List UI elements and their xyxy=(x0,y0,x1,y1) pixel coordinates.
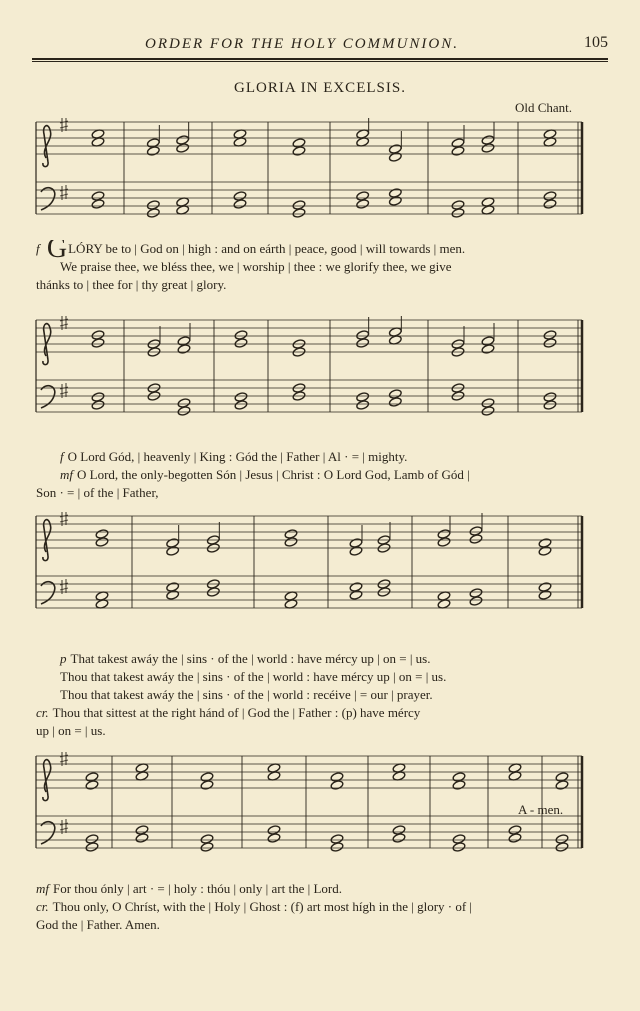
note-head xyxy=(543,338,557,349)
note-head xyxy=(177,406,191,417)
note-head xyxy=(481,406,495,417)
note-head xyxy=(452,780,466,791)
note-head xyxy=(330,780,344,791)
note-head xyxy=(176,143,190,154)
note-head xyxy=(392,833,406,844)
verse-block-4 xyxy=(36,880,588,934)
note-head xyxy=(147,146,161,157)
note-head xyxy=(538,590,552,601)
note-head xyxy=(177,344,191,355)
note-head xyxy=(469,596,483,607)
verse-line: LÓRY be to | God on | high : and on eárth | peace, good | will towards | men. xyxy=(68,241,466,256)
note-head xyxy=(356,338,370,349)
note-head xyxy=(166,590,180,601)
bass-clef-icon xyxy=(41,582,55,604)
verse-line: Thou that sittest at the right hánd of | God the | Father : (p) have mércy xyxy=(52,705,421,720)
verse-line: up | on = | us. xyxy=(36,723,106,738)
note-head xyxy=(91,199,105,210)
note-head xyxy=(451,208,465,219)
note-head xyxy=(538,546,552,557)
composer-credit: Old Chant. xyxy=(514,100,572,115)
note-head xyxy=(234,338,248,349)
dynamic-mark: p xyxy=(60,651,67,666)
verse-block-1 xyxy=(36,240,588,294)
note-head xyxy=(292,208,306,219)
verse-line: Thou only, O Chríst, with the | Holy | Ghost : (f) art most hígh in the | glory · of | xyxy=(52,899,473,914)
note-head xyxy=(543,199,557,210)
header-rule xyxy=(32,58,608,62)
page-header xyxy=(32,32,608,62)
note-head xyxy=(349,546,363,557)
bass-clef-icon xyxy=(41,822,55,844)
note-head xyxy=(349,590,363,601)
music-system-4 xyxy=(32,752,592,864)
dynamic-mark: mf xyxy=(60,467,73,482)
verse-line: For thou ónly | art · = | holy : thóu | only | art the | Lord. xyxy=(53,881,342,896)
music-system-3 xyxy=(32,512,592,624)
note-head xyxy=(292,146,306,157)
page-number: 105 xyxy=(584,34,608,51)
note-head xyxy=(135,833,149,844)
dynamic-mark: cr. xyxy=(36,899,49,914)
note-head xyxy=(200,842,214,853)
note-head xyxy=(389,152,403,163)
note-head xyxy=(233,199,247,210)
music-system-1 xyxy=(32,118,592,230)
verse-line: O Lord, the only-begotten Són | Jesus | Christ : O Lord God, Lamb of Gód | xyxy=(77,467,470,482)
note-head xyxy=(356,199,370,210)
note-head xyxy=(85,780,99,791)
verse-line: Thou that takest awáy the | sins · of the | world : have mércy up | on = | us. xyxy=(60,669,447,684)
note-head xyxy=(481,344,495,355)
drop-cap: G xyxy=(46,240,68,258)
verse-line: thánks to | thee for | thy great | glory. xyxy=(36,277,227,292)
dynamic-mark: f xyxy=(36,241,40,256)
running-title: ORDER FOR THE HOLY COMMUNION. xyxy=(145,36,459,52)
verse-line: God the | Father. Amen. xyxy=(36,917,160,932)
note-head xyxy=(481,143,495,154)
note-head xyxy=(234,400,248,411)
note-head xyxy=(85,842,99,853)
verse-line: We praise thee, we bléss thee, we | worship | thee : we glorify thee, we give xyxy=(60,259,452,274)
verse-block-3 xyxy=(36,650,588,740)
bass-clef-icon xyxy=(41,386,55,408)
note-head xyxy=(555,842,569,853)
chant-title: GLORIA IN EXCELSIS. xyxy=(234,80,406,96)
note-head xyxy=(452,842,466,853)
note-head xyxy=(543,400,557,411)
note-head xyxy=(555,780,569,791)
note-head xyxy=(95,537,109,548)
verse-line: Thou that takest awáy the | sins · of the | world : recéive | = our | prayer. xyxy=(60,687,433,702)
dynamic-mark: f xyxy=(60,449,64,464)
verse-line: That takest awáy the | sins · of the | world : have mércy up | on = | us. xyxy=(70,651,431,666)
note-head xyxy=(389,397,403,408)
note-head xyxy=(451,146,465,157)
note-head xyxy=(508,833,522,844)
verse-line: Son · = | of the | Father, xyxy=(36,485,159,500)
note-head xyxy=(166,546,180,557)
amen-label: A - men. xyxy=(518,802,564,817)
note-head xyxy=(469,534,483,545)
verse-block-2 xyxy=(36,448,588,502)
dynamic-mark: cr. xyxy=(36,705,49,720)
bass-clef-icon xyxy=(41,188,55,210)
note-head xyxy=(356,400,370,411)
verse-line: O Lord Gód, | heavenly | King : Gód the | Father | Al · = | mighty. xyxy=(67,449,408,464)
note-head xyxy=(91,338,105,349)
note-head xyxy=(437,537,451,548)
note-head xyxy=(200,780,214,791)
note-head xyxy=(284,537,298,548)
note-head xyxy=(147,208,161,219)
music-system-2 xyxy=(32,316,592,428)
note-head xyxy=(267,833,281,844)
dynamic-mark: mf xyxy=(36,881,49,896)
note-head xyxy=(389,196,403,207)
note-head xyxy=(91,400,105,411)
note-head xyxy=(330,842,344,853)
